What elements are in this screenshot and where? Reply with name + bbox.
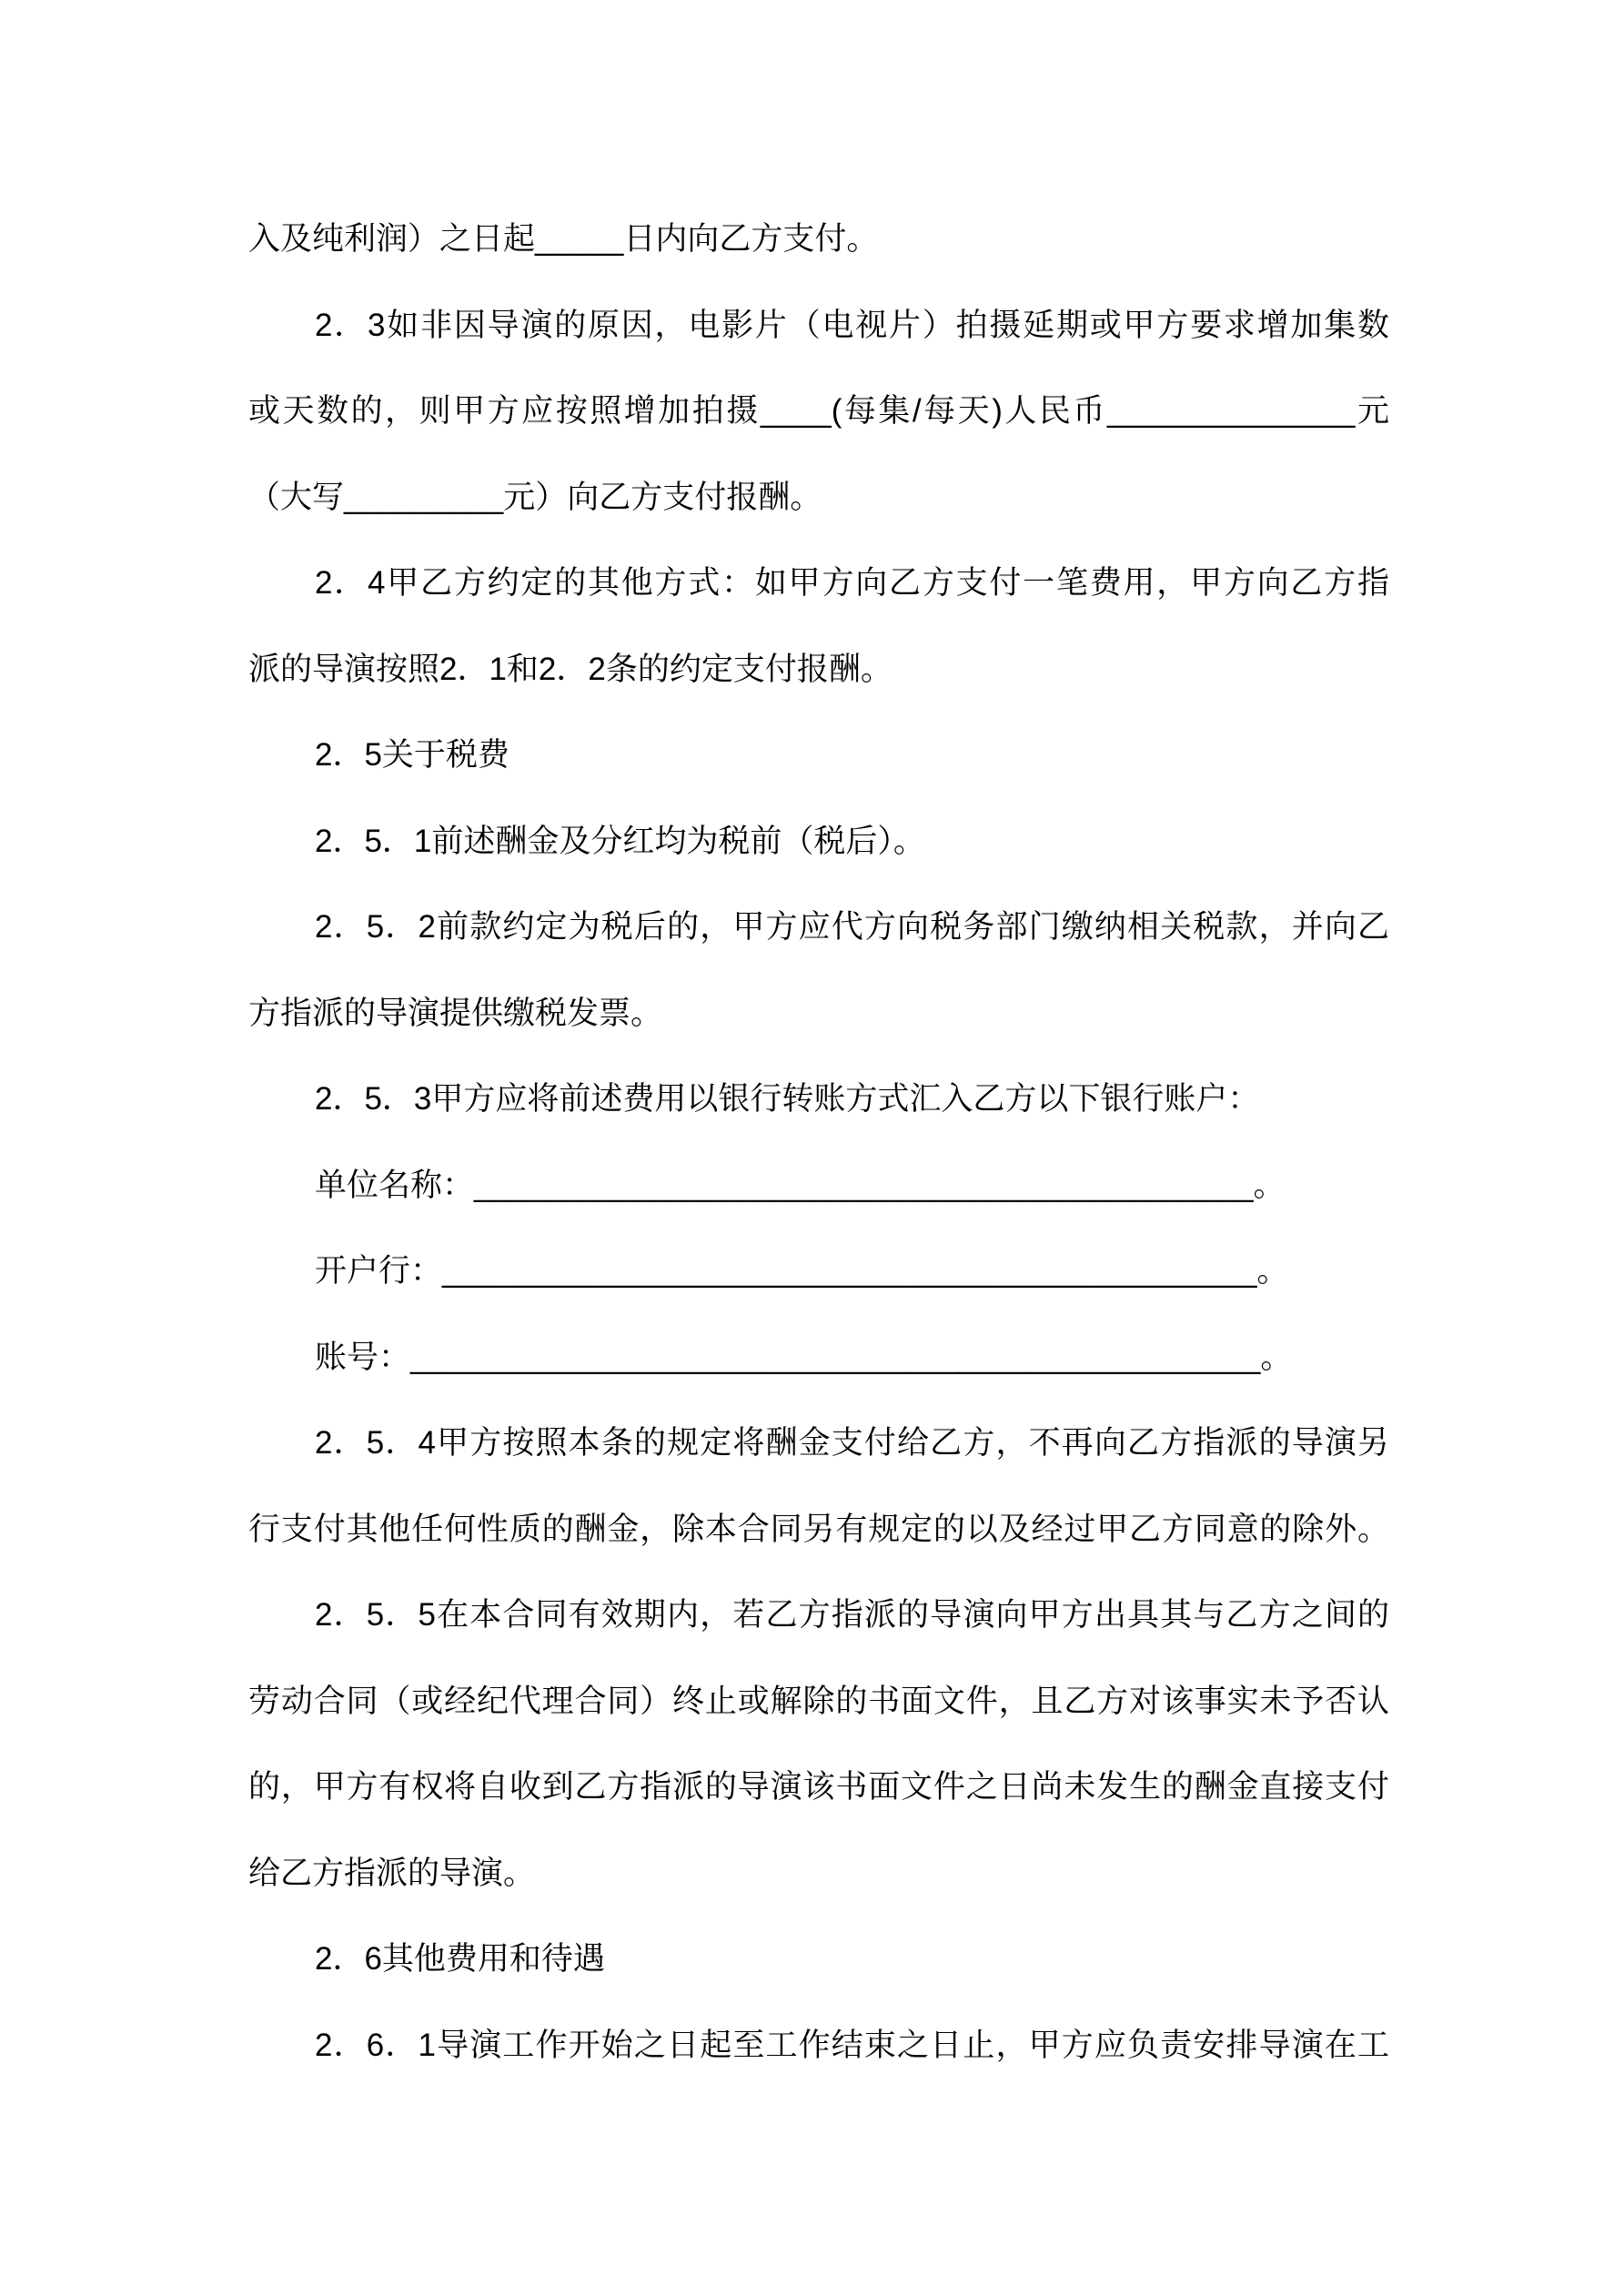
text-line: 2．5．5在本合同有效期内，若乙方指派的导演向甲方出具其与乙方之间的 [315, 1597, 1389, 1633]
text-line: 2．5．4甲方按照本条的规定将酬金支付给乙方，不再向乙方指派的导演另 [315, 1425, 1389, 1461]
text-line: 给乙方指派的导演。 [248, 1855, 536, 1891]
text-line: 2．5．2前款约定为税后的，甲方应代方向税务部门缴纳相关税款，并向乙 [315, 909, 1389, 945]
text-line-with-blank: 开户行：______________________________________________。 [315, 1253, 1289, 1289]
text-line: 2．6．1导演工作开始之日起至工作结束之日止，甲方应负责安排导演在工 [315, 2027, 1389, 2063]
text-line: 2．6其他费用和待遇 [315, 1941, 605, 1977]
text-line: 方指派的导演提供缴税发票。 [248, 995, 663, 1031]
text-line-with-blank: 或天数的，则甲方应按照增加拍摄____(每集/每天)人民币______________元 [248, 393, 1389, 429]
text-line: 2．5．3甲方应将前述费用以银行转账方式汇入乙方以下银行账户： [315, 1081, 1260, 1117]
text-line: 派的导演按照2．1和2．2条的约定支付报酬。 [248, 651, 893, 687]
text-line: 2．5关于税费 [315, 737, 509, 773]
text-line-with-blank: 单位名称：____________________________________________。 [315, 1167, 1286, 1203]
document-body [248, 197, 1389, 2089]
text-line: 的，甲方有权将自收到乙方指派的导演该书面文件之日尚未发生的酬金直接支付 [248, 1769, 1389, 1805]
text-line-with-blank: （大写_________元）向乙方支付报酬。 [248, 479, 822, 515]
text-line: 2．4甲乙方约定的其他方式：如甲方向乙方支付一笔费用，甲方向乙方指 [315, 565, 1389, 601]
text-line: 行支付其他任何性质的酬金，除本合同另有规定的以及经过甲乙方同意的除外。 [248, 1511, 1389, 1547]
text-line: 2．3如非因导演的原因，电影片（电视片）拍摄延期或甲方要求增加集数 [315, 307, 1389, 343]
text-line: 劳动合同（或经纪代理合同）终止或解除的书面文件，且乙方对该事实未予否认 [248, 1683, 1389, 1719]
text-line: 2．5．1前述酬金及分红均为税前（税后）。 [315, 823, 925, 859]
text-line-with-blank: 入及纯利润）之日起_____日内向乙方支付。 [248, 221, 879, 257]
text-line-with-blank: 账号：________________________________________________。 [315, 1339, 1293, 1375]
